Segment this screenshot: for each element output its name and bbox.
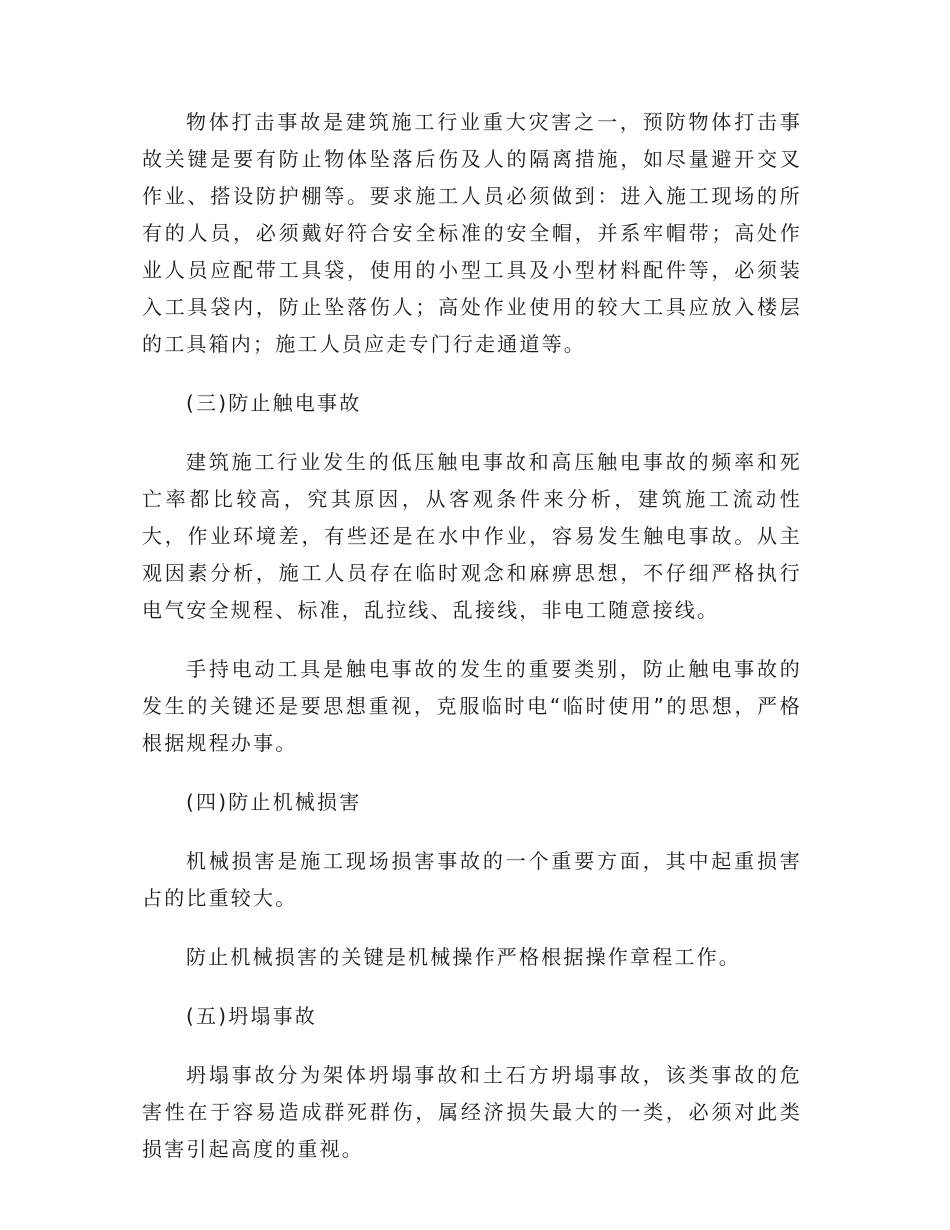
paragraph-mechanical-injury: 机械损害是施工现场损害事故的一个重要方面，其中起重损害占的比重较大。 — [142, 849, 802, 910]
paragraph-collapse: 坍塌事故分为架体坍塌事故和土石方坍塌事故，该类事故的危害性在于容易造成群死群伤，属经济损失最大的一类，必须对此类损害引起高度的重视。 — [142, 1063, 802, 1161]
section-heading-electric-shock: (三)防止触电事故 — [186, 391, 362, 415]
paragraph-object-strike: 物体打击事故是建筑施工行业重大灾害之一，预防物体打击事故关键是要有防止物体坠落后伤及人的隔离措施，如尽量避开交叉作业、搭设防护棚等。要求施工人员必须做到：进入施工现场的所有的人员，必须戴好符合安全标准的安全帽，并系牢帽带；高处作业人员应配带工具袋，使用的小型工具及小型材料配件等，必须装入工具袋内，防止坠落伤人；高处作业使用的较大工具应放入楼层的工具箱内；施工人员应走专门行走通道等。 — [142, 110, 802, 356]
section-heading-mechanical-injury: (四)防止机械损害 — [186, 790, 362, 814]
document-page — [142, 104, 802, 1190]
section-heading-collapse: (五)坍塌事故 — [186, 1004, 318, 1028]
paragraph-mechanical-prevention: 防止机械损害的关键是机械操作严格根据操作章程工作。 — [186, 945, 741, 969]
paragraph-electric-shock-causes: 建筑施工行业发生的低压触电事故和高压触电事故的频率和死亡率都比较高，究其原因，从客观条件来分析，建筑施工流动性大，作业环境差，有些还是在水中作业，容易发生触电事故。从主观因素分析，施工人员存在临时观念和麻痹思想，不仔细严格执行电气安全规程、标准，乱拉线、乱接线，非电工随意接线。 — [142, 450, 802, 622]
paragraph-handheld-tools: 手持电动工具是触电事故的发生的重要类别，防止触电事故的发生的关键还是要思想重视，克服临时电“临时使用”的思想，严格根据规程办事。 — [142, 657, 802, 755]
